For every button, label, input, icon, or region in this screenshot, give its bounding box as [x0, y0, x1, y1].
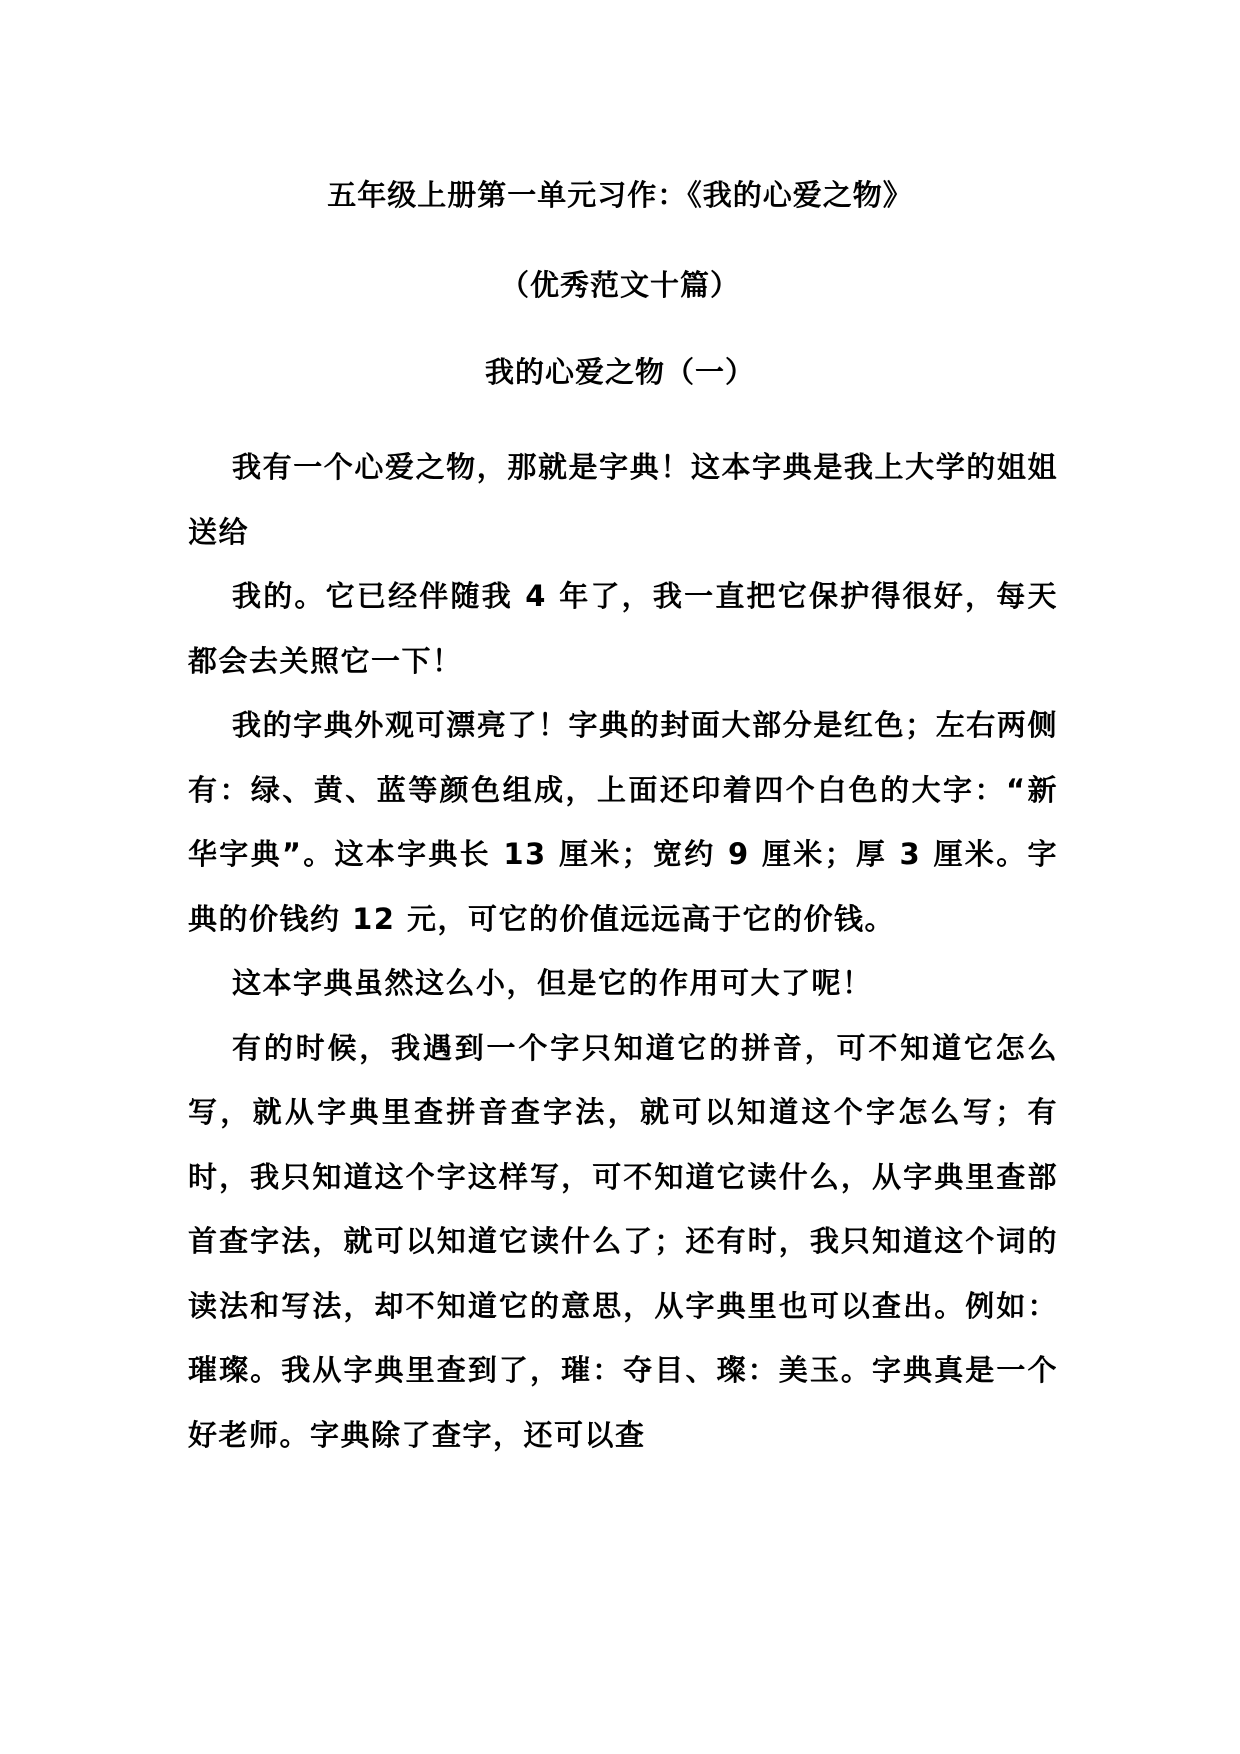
paragraph: 我的。它已经伴随我 4 年了，我一直把它保护得很好，每天都会去关照它一下！ — [188, 579, 1058, 678]
paragraph: 这本字典虽然这么小，但是它的作用可大了呢！ — [232, 966, 873, 1000]
paragraph: 我的字典外观可漂亮了！字典的封面大部分是红色；左右两侧有：绿、黄、蓝等颜色组成，上面还印着四个白色的大字：“新华字典”。这本字典长 13 厘米；宽约 9 厘米；厚 3 厘米。字典的价钱约 12 元，可它的价值远远高于它的价钱。 — [188, 708, 1058, 936]
document-title: 五年级上册第一单元习作：《我的心爱之物》 — [327, 178, 913, 212]
essay-body — [188, 435, 1058, 1467]
document-subtitle: （优秀范文十篇） — [499, 268, 740, 302]
paragraph: 我有一个心爱之物，那就是字典！这本字典是我上大学的姐姐送给 — [188, 450, 1058, 549]
section-title: 我的心爱之物（一） — [484, 355, 755, 389]
paragraph: 有的时候，我遇到一个字只知道它的拼音，可不知道它怎么写，就从字典里查拼音查字法，就可以知道这个字怎么写；有时，我只知道这个字这样写，可不知道它读什么，从字典里查部首查字法，就可以知道它读什么了；还有时，我只知道这个词的读法和写法，却不知道它的意思，从字典里也可以查出。例如：璀璨。我从字典里查到了，璀：夺目、璨：美玉。字典真是一个好老师。字典除了查字，还可以查 — [188, 1030, 1058, 1452]
